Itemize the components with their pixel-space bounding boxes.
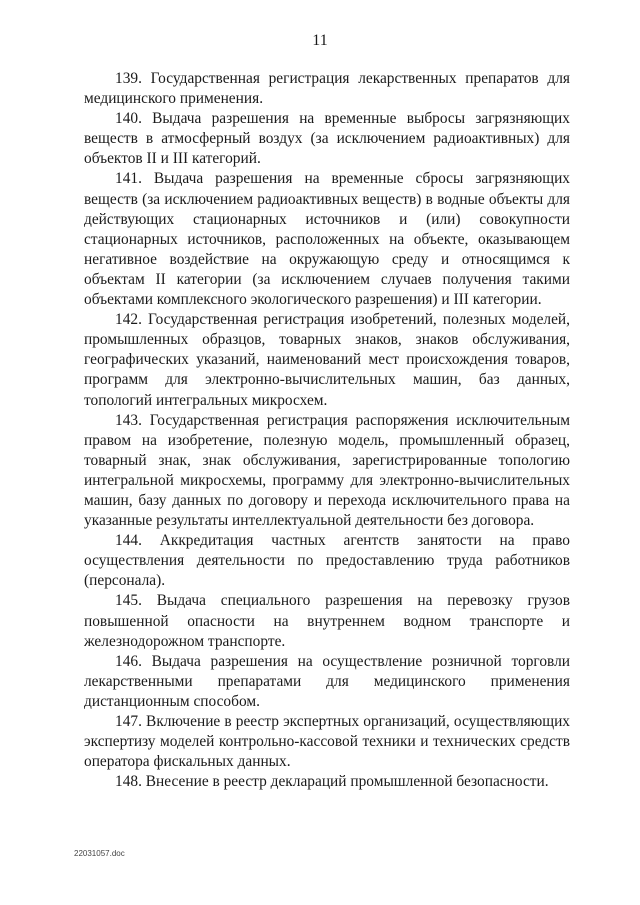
list-item: 144. Аккредитация частных агентств занятости на право осуществления деятельности по предоставлению труда работников (персонала). xyxy=(84,532,570,590)
list-item: 145. Выдача специального разрешения на перевозку грузов повышенной опасности на внутреннем водном транспорте и железнодорожном транспорте. xyxy=(84,592,570,650)
list-item: 143. Государственная регистрация распоряжения исключительным правом на изобретение, полезную модель, промышленный образец, товарный знак, знак обслуживания, зарегистрированные топологию интегральной микросхемы, программу для электронно-вычислительных машин, базу данных по договору и перехода исключительного права на указанные результаты интеллектуальной деятельности без договора. xyxy=(84,411,570,530)
list-item: 139. Государственная регистрация лекарственных препаратов для медицинского применения. xyxy=(84,70,570,108)
list-item: 146. Выдача разрешения на осуществление розничной торговли лекарственными препаратами для медицинского применения дистанционным способом. xyxy=(84,652,570,710)
list-item: 147. Включение в реестр экспертных организаций, осуществляющих экспертизу моделей контрольно-кассовой техники и технических средств оператора фискальных данных. xyxy=(84,713,570,771)
footer-filename: 22031057.doc xyxy=(74,849,125,858)
list-item: 141. Выдача разрешения на временные сбросы загрязняющих веществ (за исключением радиоактивных веществ) в водные объекты для действующих стационарных источников и (или) совокупности стационарных источников, расположенных на объекте, оказывающем негативное воздействие на окружающую среду и относящимся к объектам II категории (за исключением случаев получения такими объектами комплексного экологического разрешения) и III категории. xyxy=(84,170,570,309)
list-item: 140. Выдача разрешения на временные выбросы загрязняющих веществ в атмосферный воздух (за исключением радиоактивных) для объектов II и III категорий. xyxy=(84,110,570,168)
page-number: 11 xyxy=(312,32,328,49)
list-item: 148. Внесение в реестр деклараций промышленной безопасности. xyxy=(115,773,549,791)
list-item: 142. Государственная регистрация изобретений, полезных моделей, промышленных образцов, товарных знаков, знаков обслуживания, географических указаний, наименований мест происхождения товаров, программ для электронно-вычислительных машин, баз данных, топологий интегральных микросхем. xyxy=(84,311,570,409)
document-body xyxy=(84,69,570,792)
